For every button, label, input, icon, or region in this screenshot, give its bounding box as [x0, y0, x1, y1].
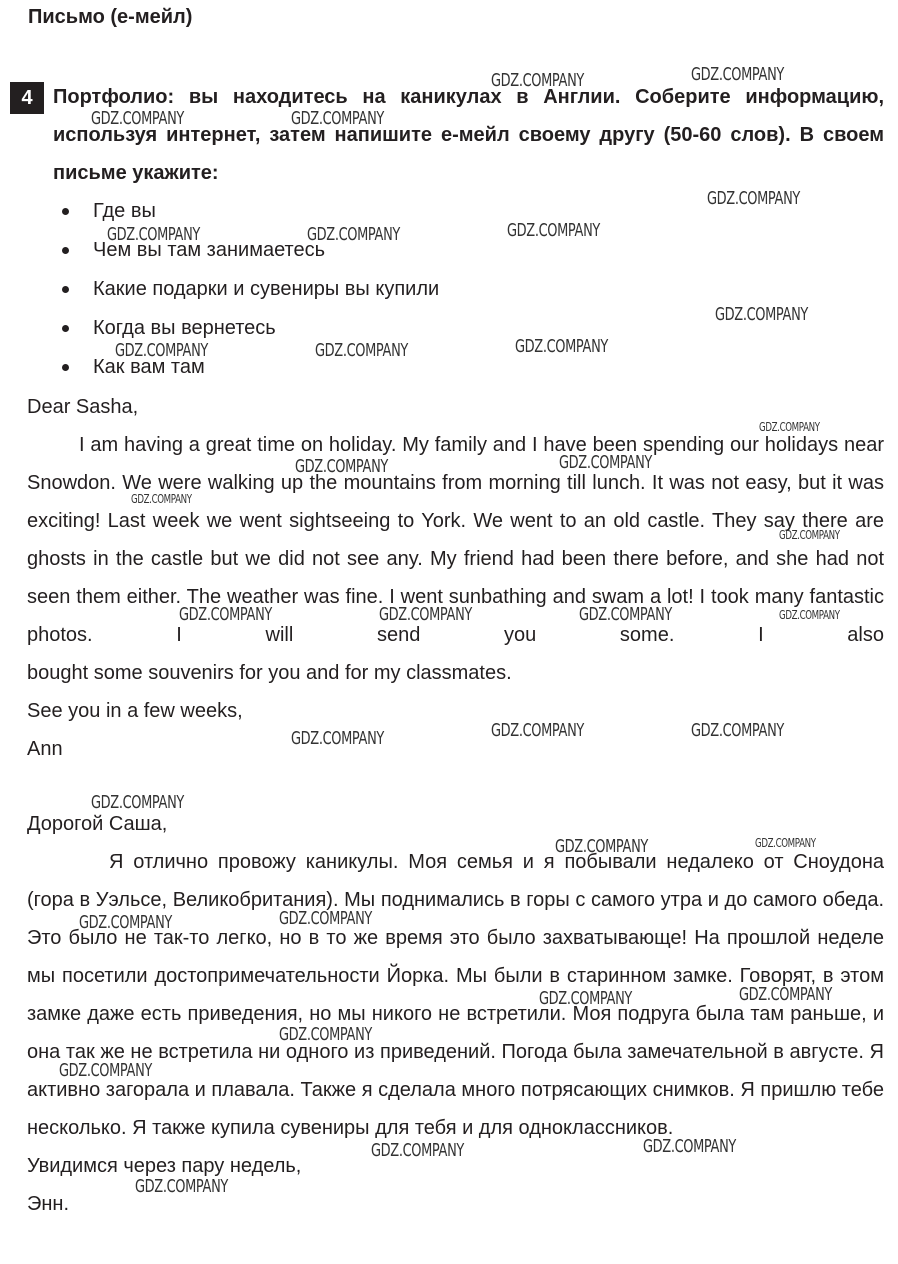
watermark: GDZ.COMPANY: [491, 70, 584, 91]
russian-body: Я отлично провожу каникулы. Моя семья и я побывали недалеко от Сноудона (гора в Уэльсе, Великобритания). Мы поднимались в горы с самого утра и до самого обеда. Это было не так-то легко, но в то же время это было захватывающе! На прошлой неделе мы посетили достопримечательности Йорка. Мы были в старинном замке. Говорят, в этом замке даже есть приведения, но мы никого не встретили. Моя подруга была там раньше, и она так же не встретила ни одного из приведений. Погода была замечательной в августе. Я активно загорала и плавала. Также я сделала много потрясающих снимков. Я пришлю тебе: [27, 851, 884, 1101]
watermark: GDZ.COMPANY: [371, 1140, 464, 1161]
russian-signature: Энн.: [27, 1193, 70, 1215]
watermark: GDZ.COMPANY: [579, 604, 672, 625]
watermark: GDZ.COMPANY: [131, 492, 192, 506]
watermark: GDZ.COMPANY: [59, 1060, 152, 1081]
section-title: Письмо (е-мейл): [28, 6, 193, 28]
watermark: GDZ.COMPANY: [779, 608, 840, 622]
task-instructions: Портфолио: вы находитесь на каникулах в Англии. Соберите информацию, используя интернет, затем напишите е-мейл своему другу (50-60 слов). В своем письме укажите:: [53, 86, 884, 184]
watermark: GDZ.COMPANY: [707, 188, 800, 209]
watermark: GDZ.COMPANY: [755, 836, 816, 850]
english-letter: [27, 388, 884, 768]
english-body: I am having a great time on holiday. My family and I have been spending our holidays near Snowdon. We were walking up the mountains from morning till lunch. It was not easy, but it was exciting! Last week we went sightseeing to York. We went to an old castle. They say there are ghosts in the castle but we did not see any. My friend had been there before, and she had not seen them either. The weather was fine. I went sunbathing and swam a lot! I took many fantastic photos. I will send you some. I also: [27, 434, 884, 646]
watermark: GDZ.COMPANY: [643, 1136, 736, 1157]
watermark: GDZ.COMPANY: [279, 1024, 372, 1045]
watermark: GDZ.COMPANY: [107, 224, 200, 245]
watermark: GDZ.COMPANY: [91, 108, 184, 129]
watermark: GDZ.COMPANY: [135, 1176, 228, 1197]
watermark: GDZ.COMPANY: [295, 456, 388, 477]
watermark: GDZ.COMPANY: [759, 420, 820, 434]
watermark: GDZ.COMPANY: [715, 304, 808, 325]
watermark: GDZ.COMPANY: [115, 340, 208, 361]
list-item: Какие подарки и сувениры вы купили: [58, 270, 439, 309]
russian-body-last-line: несколько. Я также купила сувениры для тебя и для одноклассников.: [27, 1117, 674, 1139]
watermark: GDZ.COMPANY: [279, 908, 372, 929]
watermark: GDZ.COMPANY: [179, 604, 272, 625]
list-item: Как вам там: [58, 348, 439, 387]
watermark: GDZ.COMPANY: [507, 220, 600, 241]
list-item: Где вы: [58, 192, 439, 231]
watermark: GDZ.COMPANY: [91, 792, 184, 813]
watermark: GDZ.COMPANY: [79, 912, 172, 933]
english-closing: See you in a few weeks,: [27, 700, 243, 722]
russian-greeting: Дорогой Саша,: [27, 813, 168, 835]
watermark: GDZ.COMPANY: [779, 528, 840, 542]
watermark: GDZ.COMPANY: [559, 452, 652, 473]
watermark: GDZ.COMPANY: [291, 108, 384, 129]
watermark: GDZ.COMPANY: [307, 224, 400, 245]
watermark: GDZ.COMPANY: [739, 984, 832, 1005]
russian-closing: Увидимся через пару недель,: [27, 1155, 302, 1177]
watermark: GDZ.COMPANY: [491, 720, 584, 741]
english-greeting: Dear Sasha,: [27, 396, 139, 418]
watermark: GDZ.COMPANY: [315, 340, 408, 361]
watermark: GDZ.COMPANY: [555, 836, 648, 857]
task-number-badge: 4: [10, 82, 44, 114]
english-signature: Ann: [27, 738, 63, 760]
watermark: GDZ.COMPANY: [515, 336, 608, 357]
watermark: GDZ.COMPANY: [379, 604, 472, 625]
list-item: Чем вы там занимаетесь: [58, 231, 439, 270]
watermark: GDZ.COMPANY: [691, 64, 784, 85]
list-item: Когда вы вернетесь: [58, 309, 439, 348]
watermark: GDZ.COMPANY: [291, 728, 384, 749]
english-body-last-line: bought some souvenirs for you and for my classmates.: [27, 662, 512, 684]
watermark: GDZ.COMPANY: [539, 988, 632, 1009]
watermark: GDZ.COMPANY: [691, 720, 784, 741]
